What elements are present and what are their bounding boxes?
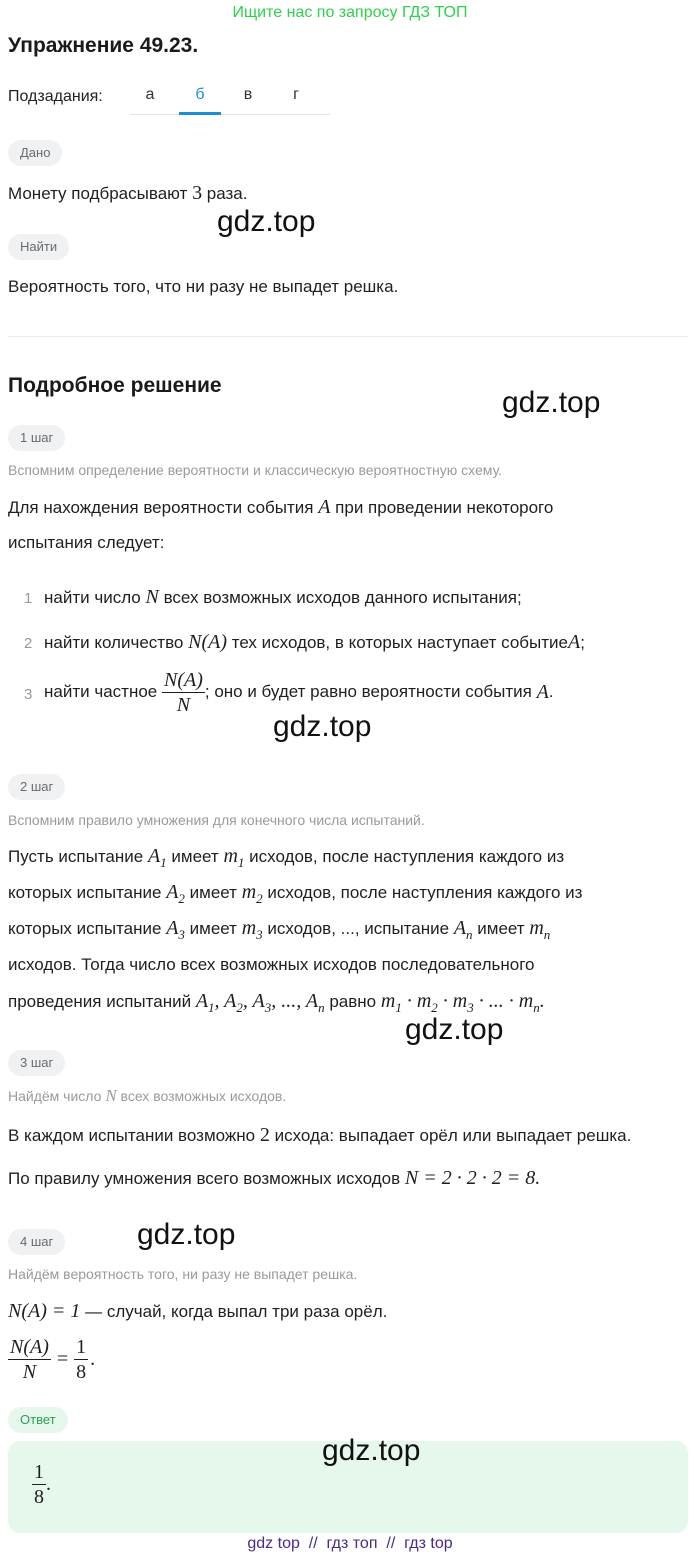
math-expr: $m_1 \cdot m_2 \cdot m_3$ · ... · $m_n$. — [380, 990, 545, 1015]
math-var: $m_n$ — [529, 917, 551, 942]
step1-p1b: при проведении некоторого — [335, 498, 554, 517]
step2-line3 — [8, 917, 550, 946]
item3-end: . — [548, 682, 554, 701]
step4-rden: 8 — [76, 1361, 87, 1383]
step4-fraction-left — [8, 1336, 51, 1383]
period: . — [90, 1348, 96, 1370]
given-num: 3 — [192, 182, 203, 204]
step3-pill: 3 шаг — [8, 1050, 65, 1076]
tab-a[interactable]: а — [145, 86, 155, 103]
item3-var2: A — [536, 681, 549, 703]
list-item-2 — [44, 631, 585, 654]
solution-title: Подробное решение — [8, 374, 222, 397]
step3-l2a: По правилу умножения всего возможных исходов — [8, 1169, 401, 1188]
fraction-bar — [8, 1359, 51, 1360]
fraction-bar — [74, 1359, 88, 1360]
subtasks-label: Подзадания: — [8, 88, 103, 105]
find-pill: Найти — [8, 234, 69, 260]
footer-links[interactable]: gdz top // гдз топ // гдз top — [247, 1535, 453, 1552]
math-expr: $A_1$, $A_2$, $A_3$, ..., $A_n$ — [195, 990, 325, 1015]
given-text-after: раза. — [206, 184, 248, 203]
list-number: 3 — [24, 686, 33, 703]
item2-var2: A — [568, 631, 581, 653]
step2-l3a: которых испытание — [8, 919, 162, 938]
step1-p1a: Для нахождения вероятности события — [8, 498, 314, 517]
step4-line1 — [8, 1300, 387, 1323]
step1-para-line1 — [8, 496, 553, 519]
step4-pill: 4 шаг — [8, 1229, 65, 1255]
list-number: 1 — [24, 590, 33, 607]
answer-value — [32, 1461, 51, 1508]
fraction-bar — [162, 692, 205, 693]
step2-l1a: Пусть испытание — [8, 847, 144, 866]
watermark: gdz.top — [502, 386, 601, 419]
step4-l1text: — случай, когда выпал три раза орёл. — [85, 1302, 388, 1321]
watermark: gdz.top — [322, 1434, 421, 1467]
step4-fden: N — [22, 1361, 37, 1383]
tab-g[interactable]: г — [293, 86, 299, 103]
watermark: gdz.top — [217, 205, 316, 238]
step3-hint-var: N — [105, 1086, 117, 1105]
step4-fnum: N(A) — [10, 1336, 49, 1358]
step4-rnum: 1 — [76, 1336, 87, 1358]
tab-v[interactable]: в — [243, 86, 253, 103]
watermark: gdz.top — [273, 710, 372, 743]
step1-hint: Вспомним определение вероятности и классическую вероятностную схему. — [8, 462, 503, 478]
tab-active-indicator — [179, 112, 221, 115]
math-var: $A_2$ — [166, 881, 185, 906]
step2-l1c: исходов, после наступления каждого из — [249, 847, 565, 866]
list-item-1 — [44, 586, 522, 609]
step4-equation — [8, 1336, 95, 1383]
step1-p1var: A — [318, 496, 331, 518]
math-var: $A_n$ — [453, 917, 473, 942]
step2-hint: Вспомним правило умножения для конечного числа испытаний. — [8, 812, 425, 828]
step3-l1a: В каждом испытании возможно — [8, 1126, 256, 1145]
answer-num: 1 — [34, 1461, 44, 1483]
step2-line4: исходов. Тогда число всех возможных исходов последовательного — [8, 955, 535, 974]
step3-line1 — [8, 1124, 631, 1147]
item2-a: найти количество — [44, 633, 184, 652]
item2-b: тех исходов, в которых наступает событие — [231, 633, 568, 652]
step2-pill: 2 шаг — [8, 774, 65, 800]
step4-hint: Найдём вероятность того, ни разу не выпадет решка. — [8, 1266, 358, 1282]
page-title: Упражнение 49.23. — [8, 34, 199, 57]
step2-l5b: равно — [329, 992, 377, 1011]
step3-line2 — [8, 1167, 540, 1190]
step2-l3b: имеет — [189, 919, 237, 938]
item3-fraction — [162, 669, 205, 716]
find-text: Вероятность того, что ни разу не выпадет решка. — [8, 277, 399, 296]
item1-a: найти число — [44, 588, 141, 607]
given-text — [8, 182, 248, 205]
step1-pill: 1 шаг — [8, 425, 65, 451]
math-var: $m_3$ — [241, 917, 263, 942]
given-pill: Дано — [8, 140, 62, 166]
top-banner[interactable]: Ищите нас по запросу ГДЗ ТОП — [232, 4, 468, 21]
step3-hint — [8, 1086, 286, 1106]
item1-b: всех возможных исходов данного испытания; — [163, 588, 522, 607]
step2-l1b: имеет — [171, 847, 219, 866]
step2-l2c: исходов, после наступления каждого из — [267, 883, 583, 902]
item3-a: найти частное — [44, 682, 158, 701]
step3-l1num: 2 — [259, 1124, 270, 1146]
step4-fraction-right — [74, 1336, 88, 1383]
step2-l3c: исходов, ..., испытание — [267, 919, 450, 938]
item3-b: ; оно и будет равно вероятности события — [204, 682, 532, 701]
step3-hint-b: всех возможных исходов. — [120, 1088, 287, 1104]
step3-hint-a: Найдём число — [8, 1088, 102, 1104]
watermark: gdz.top — [405, 1013, 504, 1046]
watermark: gdz.top — [137, 1218, 236, 1251]
list-number: 2 — [24, 635, 33, 652]
item1-var: N — [145, 586, 159, 608]
equals-sign: = — [56, 1348, 69, 1370]
tab-b[interactable]: б — [195, 86, 205, 103]
math-var: $A_1$ — [147, 845, 167, 870]
step2-l5a: проведения испытаний — [8, 992, 192, 1011]
answer-fraction — [32, 1461, 46, 1508]
step2-l2a: которых испытание — [8, 883, 162, 902]
divider — [8, 336, 688, 337]
given-text-before: Монету подбрасывают — [8, 184, 188, 203]
math-var: $m_1$ — [223, 845, 245, 870]
step3-l1b: исхода: выпадает орёл или выпадает решка. — [274, 1126, 632, 1145]
answer-pill: Ответ — [8, 1407, 68, 1433]
item2-expr: N(A) — [188, 631, 227, 653]
step4-l1expr: N(A) = 1 — [8, 1300, 81, 1322]
period: . — [46, 1473, 51, 1495]
step2-line2 — [8, 881, 582, 910]
answer-den: 8 — [34, 1486, 44, 1508]
fraction-bar — [32, 1484, 46, 1485]
subtasks-underline — [130, 114, 330, 115]
step2-line1 — [8, 845, 564, 874]
item2-end: ; — [580, 633, 585, 652]
step2-l2b: имеет — [189, 883, 237, 902]
step2-l3d: имеет — [477, 919, 525, 938]
step1-para-line2: испытания следует: — [8, 533, 165, 552]
step3-l2expr: N = 2 · 2 · 2 = 8. — [404, 1167, 541, 1189]
math-var: $A_3$ — [166, 917, 185, 942]
item3-fraction-num: N(A) — [163, 668, 203, 691]
item3-fraction-den: N — [176, 693, 191, 716]
math-var: $m_2$ — [241, 881, 263, 906]
